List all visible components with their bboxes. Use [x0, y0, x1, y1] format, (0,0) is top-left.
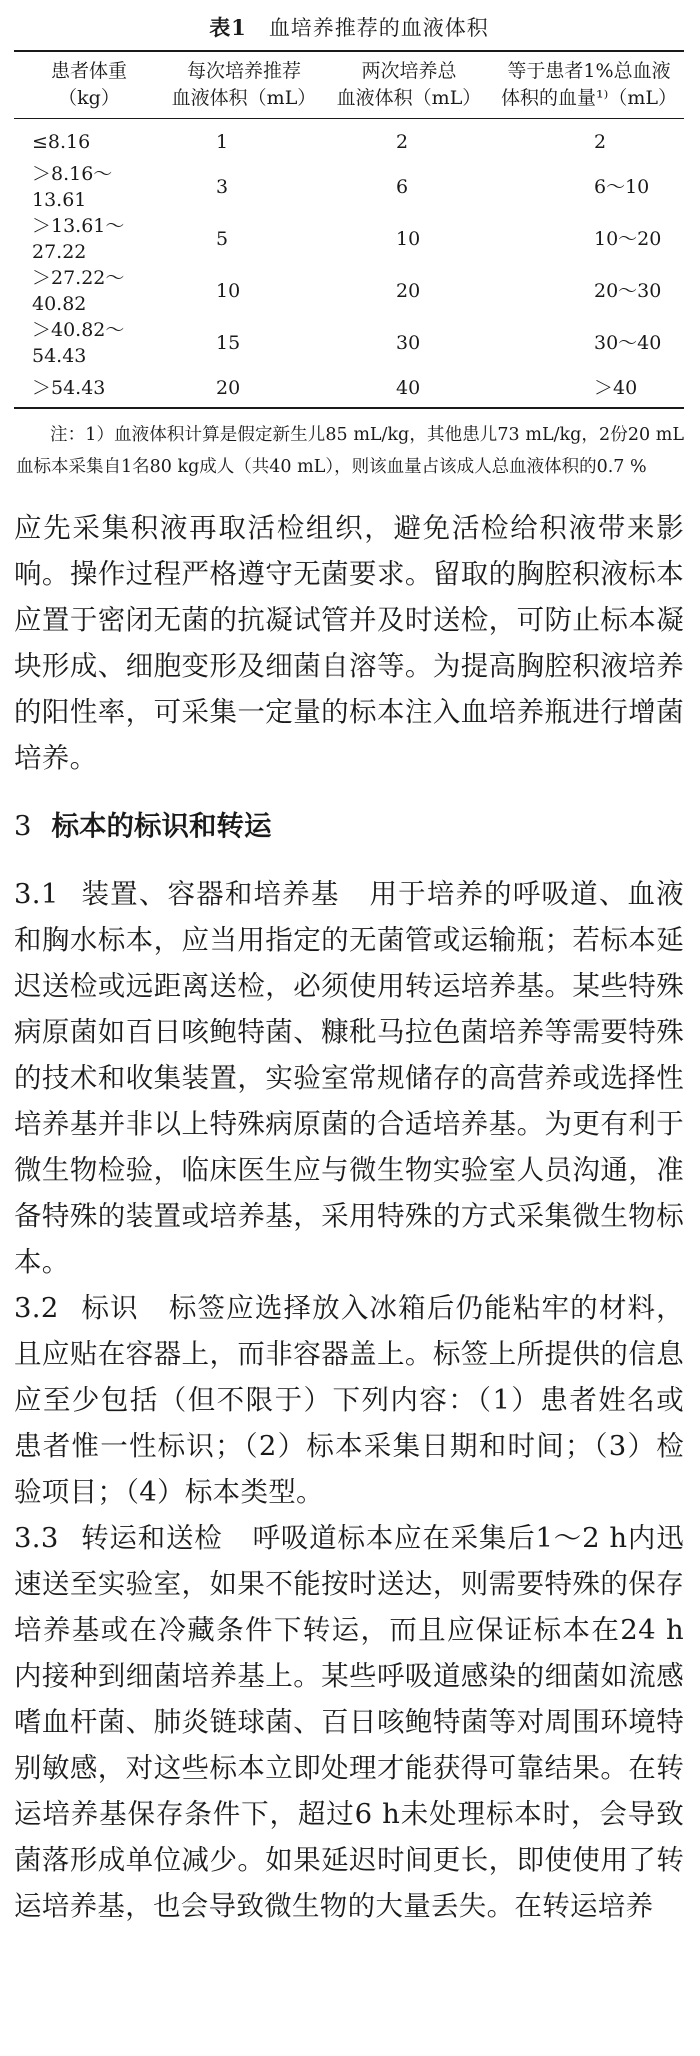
cell-volume: 3 — [216, 176, 229, 198]
subsection-3-2 — [14, 1285, 684, 1515]
paragraph-intro: 应先采集积液再取活检组织，避免活检给积液带来影响。操作过程严格遵守无菌要求。留取的胸腔积液标本应置于密闭无菌的抗凝试管并及时送检，可防止标本凝块形成、细胞变形及细菌自溶等。为提高胸腔积液培养的阳性率，可采集一定量的标本注入血培养瓶进行增菌培养。 — [14, 512, 684, 774]
cell-total: 20 — [396, 280, 421, 302]
subsection-title: 转运和送检 — [80, 1522, 223, 1554]
subsection-title: 装置、容器和培养基 — [80, 878, 340, 910]
cell-one-percent: 30～40 — [594, 332, 662, 354]
header-total-volume: 两次培养总 血液体积（mL） — [324, 51, 494, 119]
cell-weight: ＞40.82～54.43 — [32, 319, 125, 367]
cell-volume: 10 — [216, 280, 241, 302]
header-weight: 患者体重 （kg） — [14, 51, 164, 119]
cell-total: 40 — [396, 377, 421, 399]
subsection-title: 标识 — [80, 1292, 139, 1324]
table-caption — [14, 14, 684, 42]
cell-one-percent: 2 — [594, 131, 607, 153]
header-one-percent-volume: 等于患者1%总血液 体积的血量¹⁾（mL） — [494, 51, 684, 119]
subsection-number: 3.2 — [14, 1292, 59, 1324]
cell-weight: ＞8.16～13.61 — [32, 163, 113, 211]
subsection-text: 呼吸道标本应在采集后1～2 h内迅速送至实验室，如果不能按时送达，则需要特殊的保存培养基或在冷藏条件下转运，而且应保证标本在24 h内接种到细菌培养基上。某些呼吸道感染的细菌如流感嗜血杆菌、肺炎链球菌、百日咳鲍特菌等对周围环境特别敏感，对这些标本立即处理才能获得可靠结果。在转运培养基保存条件下，超过6 h未处理标本时，会导致菌落形成单位减少。如果延迟时间更长，即使使用了转运培养基，也会导致微生物的大量丢失。在转运培养 — [14, 1522, 685, 1922]
table-row — [14, 317, 684, 369]
subsection-3-1 — [14, 871, 684, 1285]
table-row — [14, 213, 684, 265]
header-volume-per-culture: 每次培养推荐 血液体积（mL） — [164, 51, 324, 119]
table-row — [14, 265, 684, 317]
cell-volume: 5 — [216, 228, 229, 250]
section-heading — [14, 803, 684, 849]
subsection-text: 用于培养的呼吸道、血液和胸水标本，应当用指定的无菌管或运输瓶；若标本延迟送检或远距离送检，必须使用转运培养基。某些特殊病原菌如百日咳鲍特菌、糠秕马拉色菌培养等需要特殊的技术和收集装置，实验室常规储存的高营养或选择性培养基并非以上特殊病原菌的合适培养基。为更有利于微生物检验，临床医生应与微生物实验室人员沟通，准备特殊的装置或培养基，采用特殊的方式采集微生物标本。 — [14, 878, 684, 1278]
table-note: 注：1）血液体积计算是假定新生儿85 mL/kg，其他患儿73 mL/kg，2份20 mL血标本采集自1名80 kg成人（共40 mL），则该血量占该成人总血液体积的0.7 % — [16, 425, 684, 477]
cell-weight: ＞13.61～27.22 — [32, 215, 125, 263]
table-row — [14, 369, 684, 408]
subsection-3-3 — [14, 1515, 684, 1929]
cell-weight: ≤8.16 — [32, 131, 91, 153]
cell-volume: 1 — [216, 131, 229, 153]
table-header-row — [14, 51, 684, 119]
cell-total: 6 — [396, 176, 409, 198]
table-number: 表1 — [209, 15, 247, 40]
cell-volume: 20 — [216, 377, 241, 399]
cell-weight: ＞54.43 — [32, 377, 106, 399]
subsection-text: 标签应选择放入冰箱后仍能粘牢的材料，且应贴在容器上，而非容器盖上。标签上所提供的信息应至少包括（但不限于）下列内容：（1）患者姓名或患者惟一性标识；（2）标本采集日期和时间；（3）检验项目；（4）标本类型。 — [14, 1292, 684, 1508]
cell-total: 10 — [396, 228, 421, 250]
cell-one-percent: 20～30 — [594, 280, 662, 302]
cell-weight: ＞27.22～40.82 — [32, 267, 125, 315]
cell-one-percent: ＞40 — [594, 377, 638, 399]
subsection-number: 3.1 — [14, 878, 59, 910]
table-title: 血培养推荐的血液体积 — [268, 16, 489, 40]
cell-total: 30 — [396, 332, 421, 354]
table-row — [14, 119, 684, 162]
cell-one-percent: 10～20 — [594, 228, 662, 250]
cell-total: 2 — [396, 131, 409, 153]
cell-volume: 15 — [216, 332, 241, 354]
cell-one-percent: 6～10 — [594, 176, 650, 198]
section-title: 标本的标识和转运 — [51, 810, 272, 842]
table-row — [14, 161, 684, 213]
blood-volume-table — [14, 50, 684, 409]
section-number: 3 — [14, 810, 32, 842]
subsection-number: 3.3 — [14, 1522, 59, 1554]
